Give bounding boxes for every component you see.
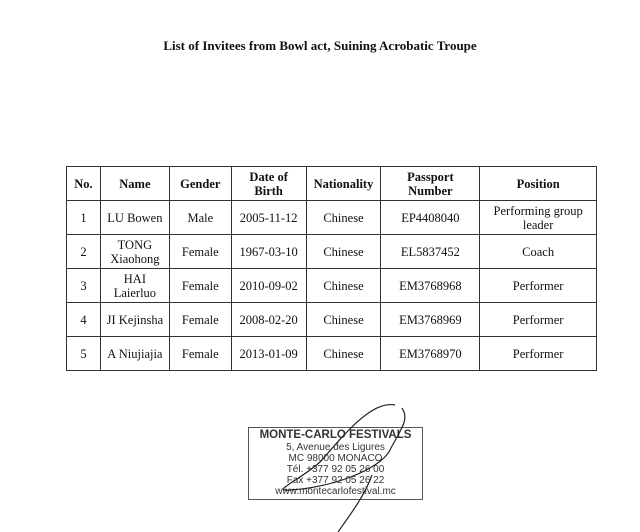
cell-name: HAI Laierluo [100, 269, 169, 303]
header-position: Position [480, 167, 597, 201]
stamp-address2: MC 98000 MONACO [288, 453, 383, 464]
cell-gender: Female [169, 269, 231, 303]
cell-position: Coach [480, 235, 597, 269]
cell-nationality: Chinese [306, 337, 381, 371]
cell-nationality: Chinese [306, 201, 381, 235]
cell-name: A Niujiajia [100, 337, 169, 371]
cell-no: 2 [67, 235, 101, 269]
stamp-address1: 5, Avenue des Ligures [286, 442, 385, 453]
header-gender: Gender [169, 167, 231, 201]
header-dob: Date of Birth [231, 167, 306, 201]
cell-name: JI Kejinsha [100, 303, 169, 337]
cell-name: LU Bowen [100, 201, 169, 235]
cell-passport: EP4408040 [381, 201, 480, 235]
cell-passport: EL5837452 [381, 235, 480, 269]
stamp-tel: Tél. +377 92 05 26 00 [286, 464, 385, 475]
header-passport: Passport Number [381, 167, 480, 201]
cell-dob: 2008-02-20 [231, 303, 306, 337]
cell-no: 3 [67, 269, 101, 303]
cell-passport: EM3768970 [381, 337, 480, 371]
cell-no: 5 [67, 337, 101, 371]
header-name: Name [100, 167, 169, 201]
stamp-fax: Fax +377 92 05 26 22 [286, 475, 385, 486]
cell-name: TONG Xiaohong [100, 235, 169, 269]
cell-no: 4 [67, 303, 101, 337]
document-title: List of Invitees from Bowl act, Suining Acrobatic Troupe [163, 38, 477, 53]
cell-gender: Female [169, 303, 231, 337]
header-nationality: Nationality [306, 167, 381, 201]
stamp-web: www.montecarlofestival.mc [275, 486, 396, 497]
cell-nationality: Chinese [306, 303, 381, 337]
stamp-name: MONTE-CARLO FESTIVALS [259, 429, 412, 441]
cell-gender: Male [169, 201, 231, 235]
cell-position: Performer [480, 303, 597, 337]
cell-dob: 1967-03-10 [231, 235, 306, 269]
signature-stroke [283, 405, 405, 532]
cell-dob: 2005-11-12 [231, 201, 306, 235]
cell-dob: 2010-09-02 [231, 269, 306, 303]
cell-passport: EM3768969 [381, 303, 480, 337]
cell-nationality: Chinese [306, 269, 381, 303]
cell-gender: Female [169, 337, 231, 371]
cell-passport: EM3768968 [381, 269, 480, 303]
cell-position: Performing group leader [480, 201, 597, 235]
cell-gender: Female [169, 235, 231, 269]
cell-dob: 2013-01-09 [231, 337, 306, 371]
cell-nationality: Chinese [306, 235, 381, 269]
header-no: No. [67, 167, 101, 201]
cell-no: 1 [67, 201, 101, 235]
cell-position: Performer [480, 337, 597, 371]
cell-position: Performer [480, 269, 597, 303]
